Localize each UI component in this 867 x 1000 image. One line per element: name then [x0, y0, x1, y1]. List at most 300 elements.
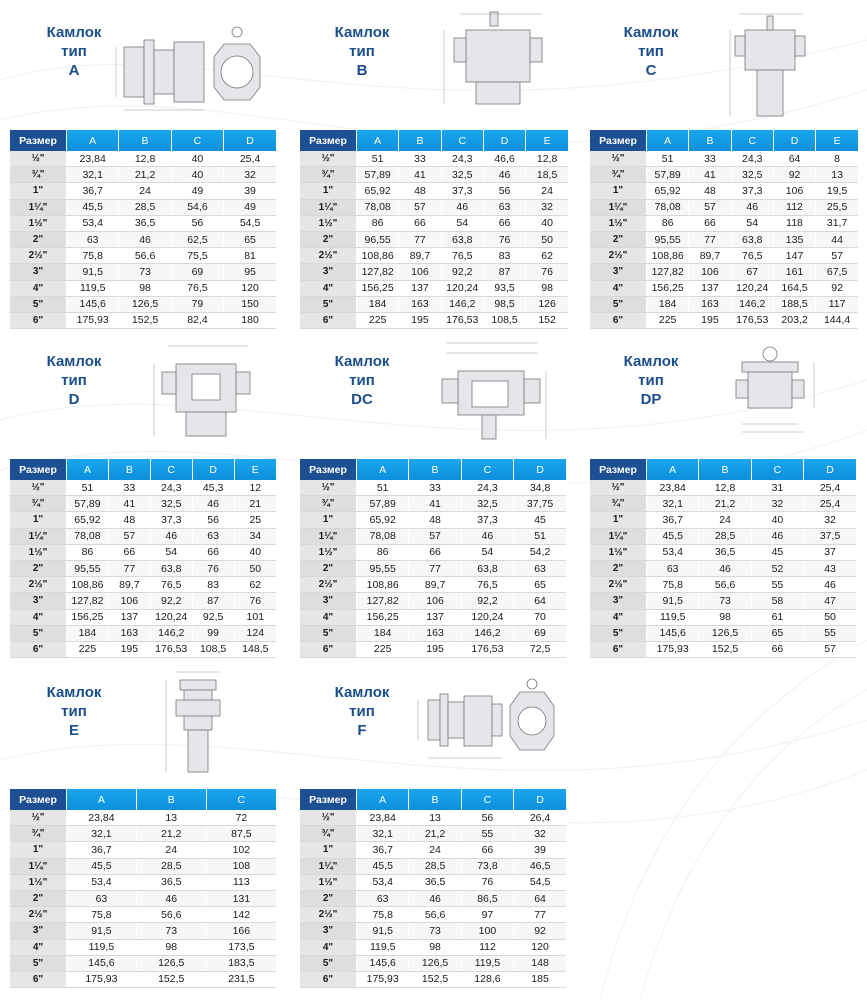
table-cell: 100 [461, 923, 513, 939]
table-row [10, 907, 276, 923]
table-cell: 195 [108, 641, 150, 657]
table-row [300, 625, 566, 641]
table-cell: 31,7 [816, 215, 858, 231]
table-cell: 32 [751, 496, 803, 512]
size-cell: 5" [10, 955, 67, 971]
table-cell: 72 [206, 810, 276, 826]
table-cell: 58 [751, 593, 803, 609]
column-header-size: Размер [590, 459, 647, 480]
table-cell: 76 [461, 874, 513, 890]
table-row [10, 826, 276, 842]
table-cell: 70 [514, 609, 566, 625]
table-cell: 156,25 [67, 609, 109, 625]
table-cell: 184 [357, 296, 399, 312]
table-cell: 106 [773, 183, 815, 199]
table-cell: 96,55 [357, 231, 399, 247]
table-header-row [10, 789, 276, 810]
table-cell: 161 [773, 264, 815, 280]
table-row [10, 512, 276, 528]
size-cell: 3" [10, 923, 67, 939]
table-cell: 77 [108, 560, 150, 576]
table-cell: 66 [483, 215, 525, 231]
size-cell: 5" [300, 296, 357, 312]
table-cell: 98,5 [483, 296, 525, 312]
table-cell: 46 [441, 199, 483, 215]
table-cell: 92,2 [461, 593, 513, 609]
table-cell: 25,4 [804, 480, 856, 496]
table-row [590, 280, 858, 296]
table-cell: 63 [483, 199, 525, 215]
table-cell: 148,5 [234, 641, 276, 657]
table-cell: 37,75 [514, 496, 566, 512]
table-cell: 75,8 [357, 907, 409, 923]
table-cell: 128,6 [461, 971, 513, 987]
size-cell: 2" [590, 231, 647, 247]
table-cell: 112 [461, 939, 513, 955]
table-cell: 40 [171, 151, 223, 167]
table-row [590, 231, 858, 247]
table-cell: 41 [108, 496, 150, 512]
table-cell: 146,2 [441, 296, 483, 312]
table-type-b [300, 130, 568, 329]
table-cell: 65,92 [357, 512, 409, 528]
table-cell: 76,5 [441, 248, 483, 264]
title-type-b: Камлок тип B [334, 24, 390, 79]
table-row [300, 312, 568, 328]
table-cell: 73 [409, 923, 461, 939]
table-row [590, 544, 856, 560]
table-cell: 12 [234, 480, 276, 496]
size-cell: 2½" [10, 907, 67, 923]
table-cell: 126,5 [409, 955, 461, 971]
table-cell: 106 [689, 264, 731, 280]
column-header-size: Размер [300, 130, 357, 151]
table-cell: 32,1 [357, 826, 409, 842]
size-cell: 2½" [10, 577, 67, 593]
table-cell: 131 [206, 890, 276, 906]
table-cell: 66 [192, 544, 234, 560]
table-type-dc [300, 459, 566, 658]
table-cell: 53,4 [67, 215, 119, 231]
size-cell: 5" [590, 625, 647, 641]
table-row [590, 577, 856, 593]
table-cell: 120,24 [731, 280, 773, 296]
table-cell: 64 [773, 151, 815, 167]
table-cell: 137 [108, 609, 150, 625]
table-cell: 63 [192, 528, 234, 544]
table-row [10, 280, 276, 296]
size-cell: ½" [300, 480, 357, 496]
table-cell: 89,7 [409, 577, 461, 593]
type-b-drawing [438, 8, 558, 120]
table-cell: 54 [731, 215, 773, 231]
table-cell: 57 [108, 528, 150, 544]
table-cell: 56 [192, 512, 234, 528]
size-cell: 4" [590, 609, 647, 625]
table-cell: 152,5 [409, 971, 461, 987]
table-cell: 79 [171, 296, 223, 312]
table-cell: 63,8 [441, 231, 483, 247]
size-cell: 4" [10, 609, 67, 625]
table-row [590, 215, 858, 231]
table-header-row [590, 130, 858, 151]
size-cell: ½" [300, 810, 357, 826]
size-cell: 1¼" [300, 858, 357, 874]
size-cell: 1½" [10, 544, 67, 560]
table-cell: 91,5 [67, 923, 137, 939]
table-row [590, 264, 858, 280]
table-row [300, 577, 566, 593]
table-cell: 66 [108, 544, 150, 560]
table-cell: 92 [514, 923, 566, 939]
column-header: E [816, 130, 858, 151]
table-cell: 173,5 [206, 939, 276, 955]
table-cell: 55 [751, 577, 803, 593]
table-cell: 25,4 [804, 496, 856, 512]
size-cell: 1½" [300, 215, 357, 231]
table-cell: 32,5 [441, 167, 483, 183]
title-type-dp: Камлок тип DP [623, 353, 679, 408]
size-cell: 1½" [300, 874, 357, 890]
table-row [10, 874, 276, 890]
type-dp-drawing [728, 342, 828, 440]
table-row [300, 939, 566, 955]
table-cell: 28,5 [136, 858, 206, 874]
size-cell: 4" [300, 939, 357, 955]
table-cell: 78,08 [67, 528, 109, 544]
table-cell: 62,5 [171, 231, 223, 247]
column-header: A [357, 789, 409, 810]
table-cell: 77 [689, 231, 731, 247]
size-cell: 6" [300, 641, 357, 657]
table-cell: 54,5 [514, 874, 566, 890]
column-header: A [67, 459, 109, 480]
table-cell: 146,2 [461, 625, 513, 641]
table-cell: 108,5 [192, 641, 234, 657]
table-cell: 175,93 [67, 312, 119, 328]
table-cell: 195 [689, 312, 731, 328]
table-row [300, 167, 568, 183]
column-header: D [192, 459, 234, 480]
table-cell: 93,5 [483, 280, 525, 296]
size-cell: ¾" [590, 167, 647, 183]
table-cell: 32,1 [67, 826, 137, 842]
table-cell: 135 [773, 231, 815, 247]
column-header: A [357, 459, 409, 480]
table-row [590, 609, 856, 625]
table-cell: 76 [234, 593, 276, 609]
table-cell: 52 [751, 560, 803, 576]
column-header: A [67, 789, 137, 810]
table-cell: 92,2 [441, 264, 483, 280]
size-cell: 3" [300, 923, 357, 939]
table-cell: 86 [357, 544, 409, 560]
size-cell: 4" [10, 280, 67, 296]
table-cell: 176,53 [150, 641, 192, 657]
table-cell: 75,8 [67, 248, 119, 264]
table-cell: 13 [136, 810, 206, 826]
table-row [300, 810, 566, 826]
table-cell: 65,92 [647, 183, 689, 199]
table-cell: 24,3 [731, 151, 773, 167]
table-cell: 13 [816, 167, 858, 183]
size-cell: ½" [10, 810, 67, 826]
table-cell: 184 [67, 625, 109, 641]
table-cell: 152,5 [119, 312, 171, 328]
size-cell: 1¼" [590, 199, 647, 215]
table-cell: 54 [461, 544, 513, 560]
size-cell: 3" [590, 264, 647, 280]
table-cell: 23,84 [647, 480, 699, 496]
table-cell: 156,25 [357, 609, 409, 625]
table-cell: 45 [751, 544, 803, 560]
size-cell: 1" [590, 512, 647, 528]
table-cell: 46 [119, 231, 171, 247]
table-row [300, 593, 566, 609]
table-cell: 69 [514, 625, 566, 641]
table-row [300, 971, 566, 987]
table-cell: 108,86 [357, 248, 399, 264]
size-cell: 4" [300, 609, 357, 625]
size-cell: ½" [590, 480, 647, 496]
table-cell: 48 [689, 183, 731, 199]
table-cell: 21,2 [119, 167, 171, 183]
table-cell: 119,5 [357, 939, 409, 955]
table-cell: 195 [409, 641, 461, 657]
table-row [590, 528, 856, 544]
table-cell: 86 [647, 215, 689, 231]
table-cell: 92 [816, 280, 858, 296]
table-cell: 55 [804, 625, 856, 641]
table-cell: 76,5 [461, 577, 513, 593]
table-cell: 54,5 [224, 215, 276, 231]
table-row [300, 923, 566, 939]
table-cell: 12,8 [119, 151, 171, 167]
table-cell: 77 [514, 907, 566, 923]
size-cell: 6" [10, 312, 67, 328]
table-cell: 98 [409, 939, 461, 955]
size-cell: ¾" [300, 496, 357, 512]
table-row [10, 480, 276, 496]
table-cell: 185 [514, 971, 566, 987]
table-row [590, 641, 856, 657]
size-cell: ½" [300, 151, 357, 167]
table-cell: 63,8 [150, 560, 192, 576]
table-cell: 126 [526, 296, 568, 312]
table-cell: 33 [689, 151, 731, 167]
table-row [10, 593, 276, 609]
table-cell: 24 [409, 842, 461, 858]
table-row [590, 151, 858, 167]
table-cell: 57 [409, 528, 461, 544]
size-cell: 1¼" [300, 528, 357, 544]
table-row [10, 625, 276, 641]
table-cell: 63 [647, 560, 699, 576]
size-cell: 1" [10, 183, 67, 199]
table-cell: 63,8 [461, 560, 513, 576]
table-cell: 101 [234, 609, 276, 625]
table-cell: 57 [689, 199, 731, 215]
size-cell: 3" [590, 593, 647, 609]
table-cell: 57 [399, 199, 441, 215]
table-cell: 65 [224, 231, 276, 247]
table-row [300, 874, 566, 890]
table-cell: 124 [234, 625, 276, 641]
table-cell: 12,8 [526, 151, 568, 167]
table-cell: 77 [399, 231, 441, 247]
table-cell: 95 [224, 264, 276, 280]
size-cell: ¾" [10, 496, 67, 512]
table-cell: 49 [171, 183, 223, 199]
table-cell: 73 [136, 923, 206, 939]
table-cell: 24,3 [461, 480, 513, 496]
table-row [590, 480, 856, 496]
table-cell: 87 [192, 593, 234, 609]
table-cell: 45 [514, 512, 566, 528]
table-row [10, 183, 276, 199]
table-row [10, 923, 276, 939]
table-cell: 55 [461, 826, 513, 842]
table-cell: 53,4 [67, 874, 137, 890]
table-cell: 46 [461, 528, 513, 544]
table-cell: 41 [399, 167, 441, 183]
table-row [10, 890, 276, 906]
table-cell: 65,92 [67, 512, 109, 528]
table-cell: 50 [804, 609, 856, 625]
table-cell: 46 [192, 496, 234, 512]
table-cell: 23,84 [357, 810, 409, 826]
table-cell: 63 [67, 890, 137, 906]
size-cell: 1" [300, 512, 357, 528]
table-cell: 32,5 [461, 496, 513, 512]
table-row [300, 480, 566, 496]
column-header: B [409, 789, 461, 810]
column-header: B [108, 459, 150, 480]
table-cell: 46 [409, 890, 461, 906]
table-row [590, 625, 856, 641]
size-cell: 5" [300, 955, 357, 971]
size-cell: 2" [300, 890, 357, 906]
table-cell: 54,2 [514, 544, 566, 560]
title-type-dc: Камлок тип DC [334, 353, 390, 408]
table-cell: 81 [224, 248, 276, 264]
size-cell: 1¼" [300, 199, 357, 215]
table-cell: 188,5 [773, 296, 815, 312]
table-cell: 63 [67, 231, 119, 247]
table-cell: 56,6 [409, 907, 461, 923]
table-cell: 54,6 [171, 199, 223, 215]
table-cell: 98 [119, 280, 171, 296]
size-cell: 6" [590, 641, 647, 657]
table-cell: 66 [751, 641, 803, 657]
column-header: E [234, 459, 276, 480]
column-header: D [483, 130, 525, 151]
size-cell: 1" [10, 842, 67, 858]
table-cell: 32,1 [647, 496, 699, 512]
table-row [300, 560, 566, 576]
column-header: B [399, 130, 441, 151]
table-cell: 53,4 [357, 874, 409, 890]
table-cell: 56 [483, 183, 525, 199]
table-cell: 46 [751, 528, 803, 544]
table-cell: 49 [224, 199, 276, 215]
table-cell: 106 [399, 264, 441, 280]
table-cell: 50 [234, 560, 276, 576]
table-type-f [300, 789, 566, 988]
table-cell: 127,82 [67, 593, 109, 609]
table-cell: 56,6 [136, 907, 206, 923]
table-row [590, 512, 856, 528]
table-cell: 95,55 [647, 231, 689, 247]
table-cell: 21,2 [409, 826, 461, 842]
column-header: C [171, 130, 223, 151]
size-cell: 2½" [590, 248, 647, 264]
table-cell: 184 [647, 296, 689, 312]
table-row [10, 971, 276, 987]
table-cell: 57,89 [67, 496, 109, 512]
table-cell: 28,5 [119, 199, 171, 215]
table-cell: 48 [399, 183, 441, 199]
table-cell: 53,4 [647, 544, 699, 560]
table-cell: 95,55 [67, 560, 109, 576]
table-cell: 99 [192, 625, 234, 641]
table-row [300, 544, 566, 560]
table-cell: 64 [514, 593, 566, 609]
column-header-size: Размер [10, 789, 67, 810]
table-cell: 66 [399, 215, 441, 231]
table-cell: 36,7 [357, 842, 409, 858]
table-row [300, 231, 568, 247]
size-cell: ½" [590, 151, 647, 167]
table-cell: 82,4 [171, 312, 223, 328]
table-row [10, 167, 276, 183]
table-row [590, 496, 856, 512]
size-cell: 2" [10, 560, 67, 576]
table-cell: 137 [409, 609, 461, 625]
table-cell: 106 [108, 593, 150, 609]
column-header: A [357, 130, 399, 151]
table-row [300, 955, 566, 971]
table-cell: 24 [136, 842, 206, 858]
size-cell: 6" [590, 312, 647, 328]
table-cell: 21,2 [136, 826, 206, 842]
table-cell: 46 [483, 167, 525, 183]
table-cell: 46,5 [514, 858, 566, 874]
table-cell: 54 [441, 215, 483, 231]
column-header: D [224, 130, 276, 151]
table-cell: 108,86 [67, 577, 109, 593]
table-cell: 44 [816, 231, 858, 247]
size-cell: 4" [300, 280, 357, 296]
table-cell: 119,5 [461, 955, 513, 971]
table-type-a [10, 130, 276, 329]
table-cell: 76 [483, 231, 525, 247]
size-cell: 2" [590, 560, 647, 576]
table-cell: 12,8 [699, 480, 751, 496]
table-cell: 72,5 [514, 641, 566, 657]
table-cell: 46 [150, 528, 192, 544]
table-row [590, 593, 856, 609]
table-cell: 127,82 [357, 593, 409, 609]
table-cell: 32,5 [731, 167, 773, 183]
table-cell: 148 [514, 955, 566, 971]
table-cell: 145,6 [67, 955, 137, 971]
table-cell: 57,89 [647, 167, 689, 183]
table-cell: 36,7 [67, 183, 119, 199]
table-cell: 36,5 [699, 544, 751, 560]
title-type-c: Камлок тип C [623, 24, 679, 79]
table-row [300, 641, 566, 657]
